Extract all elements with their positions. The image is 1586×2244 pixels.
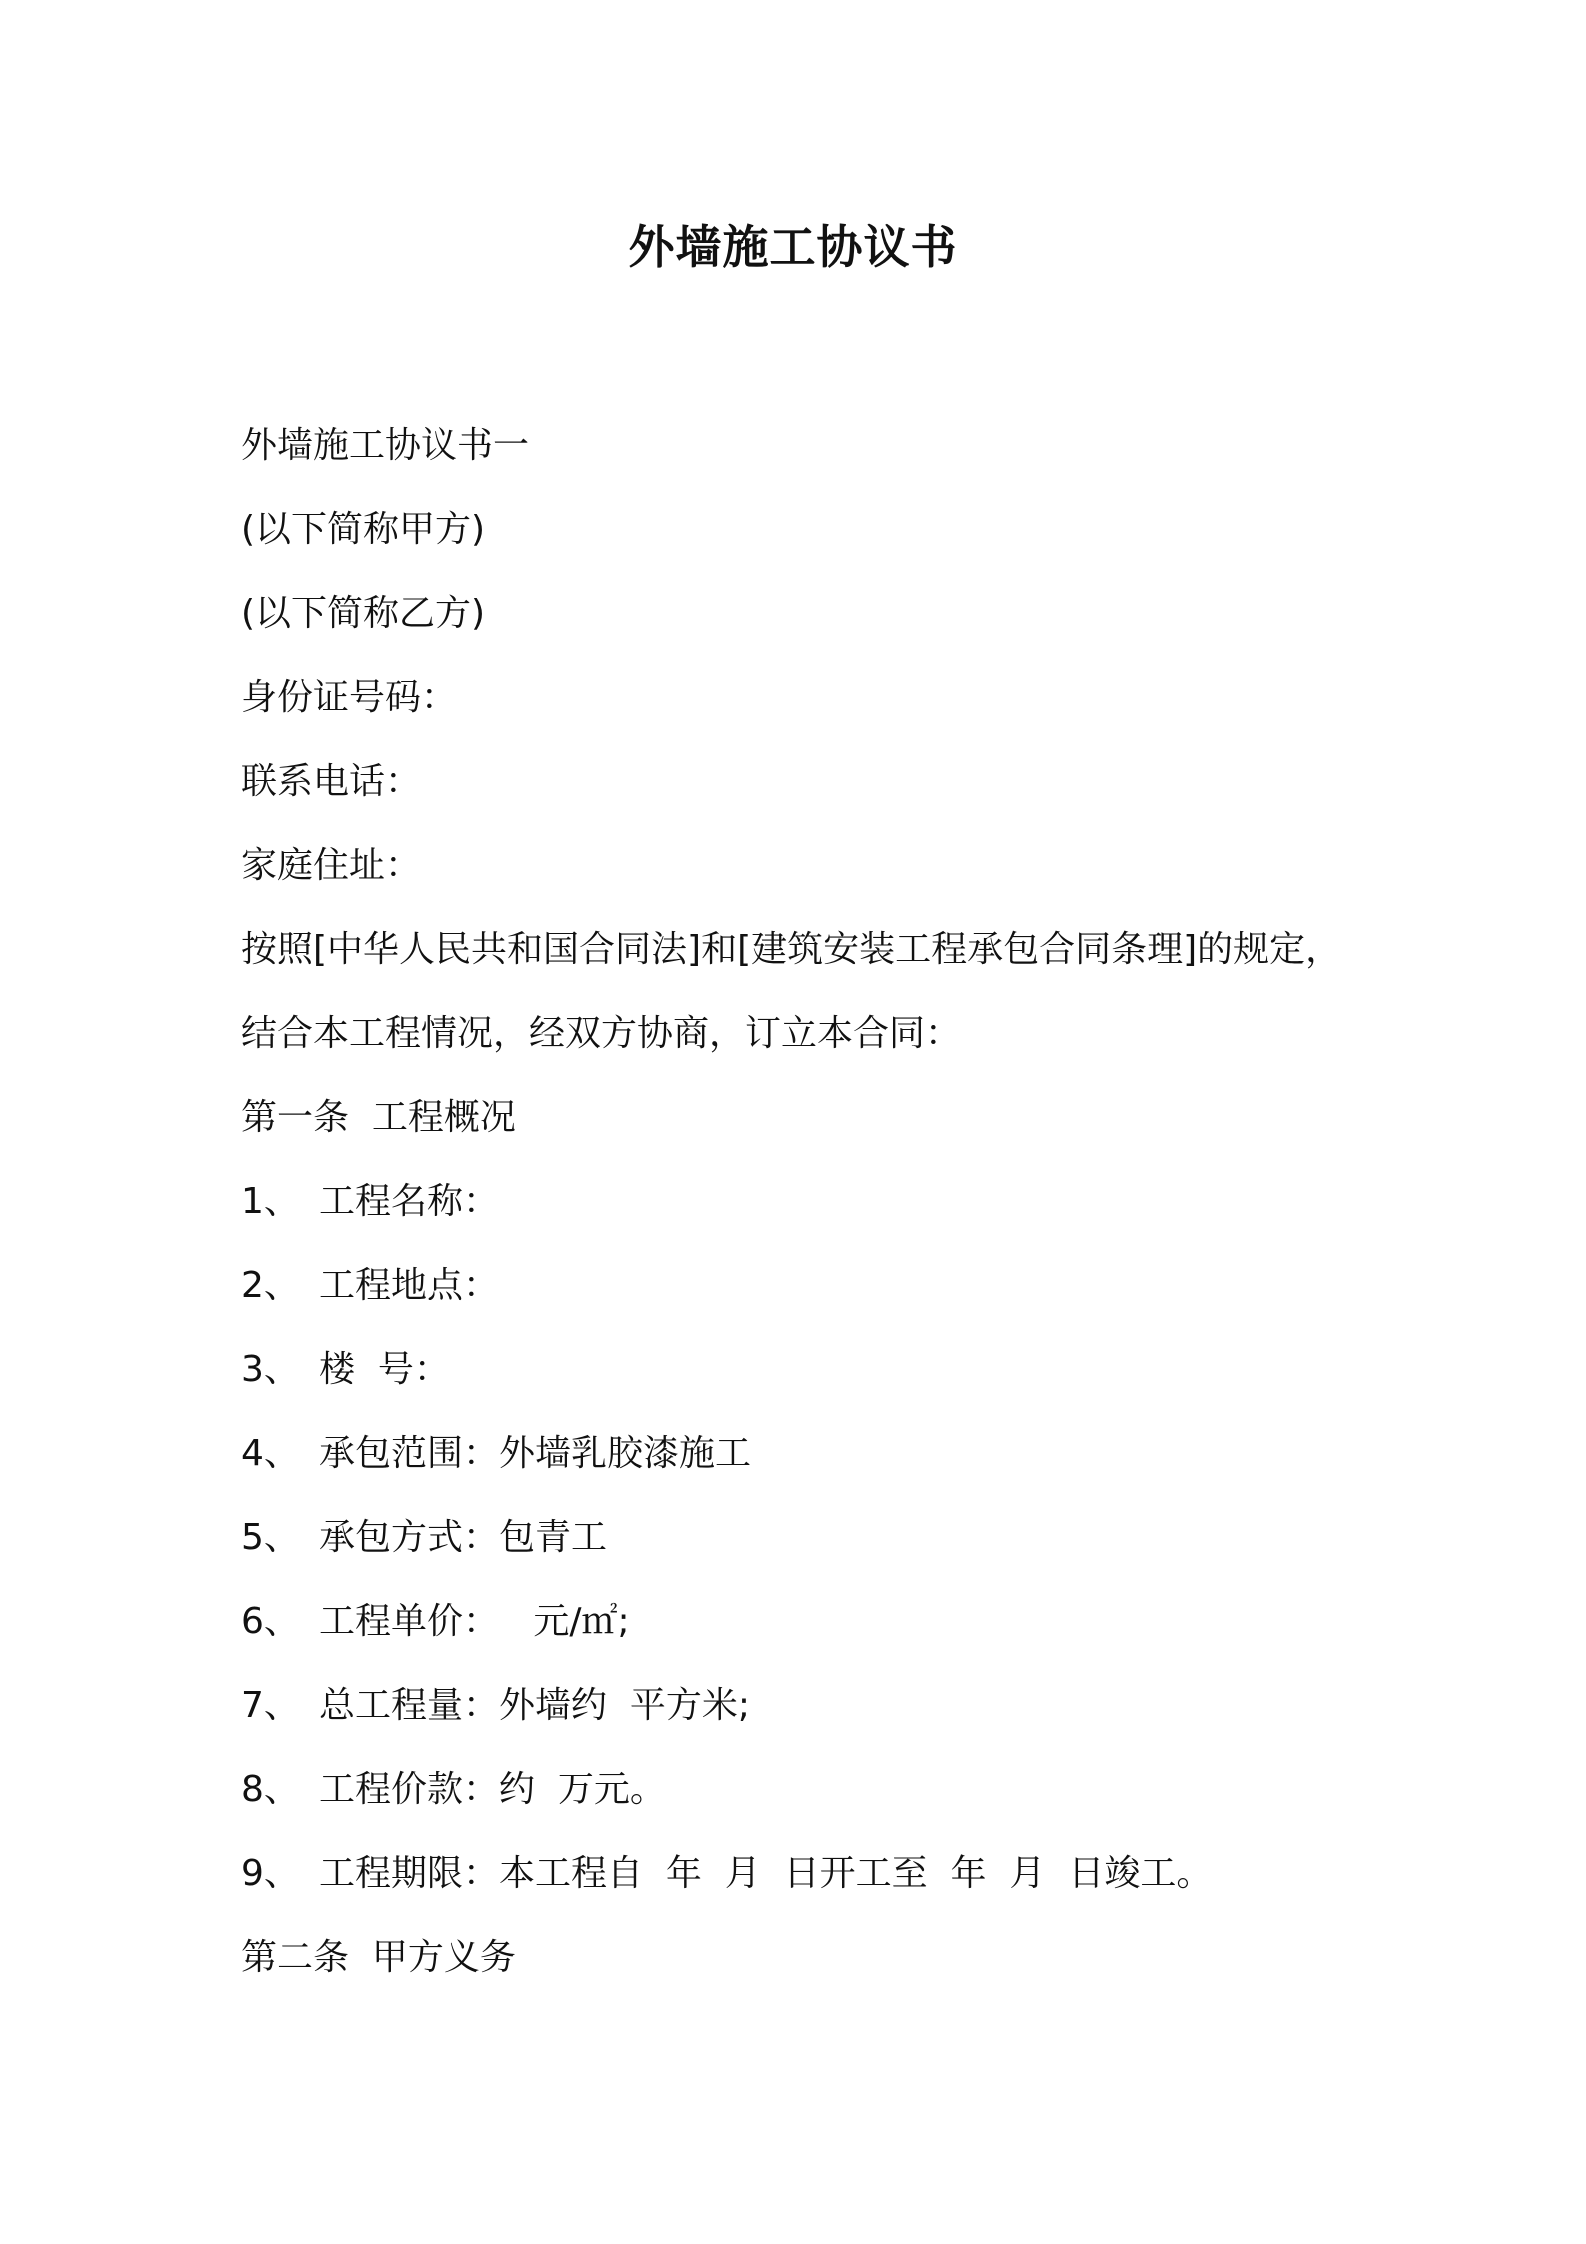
list-item bbox=[241, 1832, 1391, 1916]
section-1-heading: 第一条 工程概况 bbox=[241, 1097, 516, 1138]
item-number: 8、 bbox=[241, 1769, 300, 1810]
agreement-intro-line: 结合本工程情况，经双方协商，订立本合同： bbox=[241, 1013, 962, 1054]
id-number-line: 身份证号码： bbox=[241, 677, 458, 718]
item-number: 1、 bbox=[241, 1181, 300, 1222]
document-title: 外墙施工协议书 bbox=[628, 220, 958, 274]
list-item bbox=[241, 1580, 1391, 1664]
party-a-line: (以下简称甲方) bbox=[241, 509, 486, 550]
item-text: 工程价款：约 万元。 bbox=[319, 1769, 666, 1810]
item-number: 5、 bbox=[241, 1517, 300, 1558]
list-item bbox=[241, 1664, 1391, 1748]
item-text: 楼 号： bbox=[319, 1349, 450, 1390]
document-body bbox=[241, 404, 1391, 2000]
list-item bbox=[241, 1160, 1391, 1244]
address-line: 家庭住址： bbox=[241, 845, 422, 886]
item-text: 工程名称： bbox=[319, 1181, 500, 1222]
item-number: 7、 bbox=[241, 1685, 300, 1726]
list-item bbox=[241, 1244, 1391, 1328]
item-text: 总工程量：外墙约 平方米; bbox=[319, 1685, 751, 1726]
item-number: 2、 bbox=[241, 1265, 300, 1306]
item-number: 3、 bbox=[241, 1349, 300, 1390]
section-2-heading: 第二条 甲方义务 bbox=[241, 1937, 516, 1978]
item-number: 9、 bbox=[241, 1853, 300, 1894]
legal-basis-line: 按照[中华人民共和国合同法]和[建筑安装工程承包合同条理]的规定， bbox=[241, 929, 1342, 970]
list-item bbox=[241, 1496, 1391, 1580]
item-text: 工程期限：本工程自 年 月 日开工至 年 月 日竣工。 bbox=[319, 1853, 1213, 1894]
list-item bbox=[241, 1748, 1391, 1832]
item-text: 工程单价： 元/㎡; bbox=[319, 1601, 630, 1642]
list-item bbox=[241, 1412, 1391, 1496]
item-number: 4、 bbox=[241, 1433, 300, 1474]
item-text: 工程地点： bbox=[319, 1265, 500, 1306]
item-text: 承包方式：包青工 bbox=[319, 1517, 608, 1558]
item-number: 6、 bbox=[241, 1601, 300, 1642]
list-item bbox=[241, 1328, 1391, 1412]
party-b-line: (以下简称乙方) bbox=[241, 593, 486, 634]
item-text: 承包范围：外墙乳胶漆施工 bbox=[319, 1433, 752, 1474]
subtitle-line: 外墙施工协议书一 bbox=[241, 425, 530, 466]
phone-line: 联系电话： bbox=[241, 761, 422, 802]
